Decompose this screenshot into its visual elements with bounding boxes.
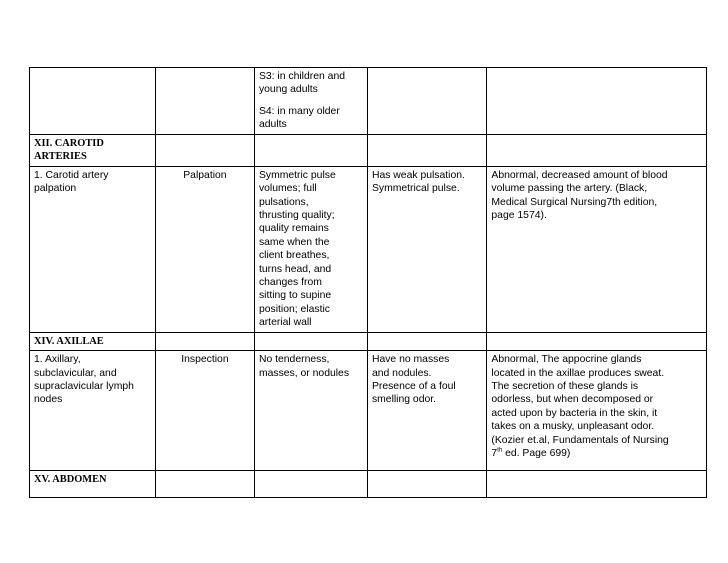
text-line: supraclavicular lymph [34,380,134,392]
text-line: Have no masses [371,354,450,366]
text-line: client breathes, [258,250,330,262]
cell-blank [155,332,254,350]
cell-technique: Inspection [155,351,254,471]
text-line: position; elastic [258,303,330,315]
text-line: subclavicular, and [34,367,117,379]
text-line: Medical Surgical Nursing7th edition, [491,196,658,208]
text-line: The secretion of these glands is [491,380,639,392]
text-line: Abnormal, decreased amount of blood [491,169,668,181]
text-line: Has weak pulsation. [371,169,465,181]
cell-actual-findings [367,351,486,471]
cell-blank [487,471,707,498]
cell-analysis [487,351,707,471]
text-line: located in the axillae produces sweat. [491,367,665,379]
text-line: Abnormal, The appocrine glands [491,354,642,366]
cell-technique: Palpation [155,166,254,332]
text-line: odorless, but when decomposed or [491,394,654,406]
assessment-table [29,67,707,498]
cell-blank [367,332,486,350]
cell-actual-findings [367,68,486,135]
section-title: XII. CAROTID ARTERIES [30,135,156,167]
cell-blank [155,471,254,498]
section-row [30,471,707,498]
cell-blank [487,135,707,167]
section-title: XIV. AXILLAE [30,332,156,350]
cell-procedure [30,351,156,471]
text-line: smelling odor. [371,394,437,406]
text-line: adults [258,119,287,131]
cell-actual-findings [367,166,486,332]
cell-normal-findings [254,351,367,471]
section-row [30,332,707,350]
text-line: young adults [258,84,318,96]
section-title: XV. ABDOMEN [30,471,156,498]
cell-analysis [487,166,707,332]
section-row [30,135,707,167]
text-line: takes on a musky, unpleasant odor. [491,421,655,433]
table-row [30,68,707,135]
cell-blank [254,135,367,167]
cell-analysis [487,68,707,135]
text-line: Symmetrical pulse. [371,183,460,195]
text-line: sitting to supine [258,290,332,302]
cell-blank [254,332,367,350]
table-row [30,351,707,471]
cell-blank [254,471,367,498]
text-line: S4: in many older [258,105,340,117]
ordinal-suffix: th [497,447,503,454]
text-line: palpation [34,183,77,195]
text-line: (Kozier et.al, Fundamentals of Nursing [491,434,669,446]
text-line: and nodules. [371,367,432,379]
text-line: volumes; full [258,183,317,195]
text-line: No tenderness, [258,354,330,366]
cell-blank [367,471,486,498]
cell-normal-findings [254,68,367,135]
cell-procedure [30,68,156,135]
text-line: thrusting quality; [258,210,335,222]
text-line: nodes [34,394,63,406]
text-line: turns head, and [258,263,332,275]
citation-tail: ed. Page 699) [502,447,571,459]
text-line [491,447,702,460]
text-line: acted upon by bacteria in the skin, it [491,407,658,419]
text-line: pulsations, [258,196,309,208]
text-line: 1. Axillary, [34,354,81,366]
text-line: Symmetric pulse [258,169,336,181]
text-line: Presence of a foul [371,380,456,392]
cell-technique [155,68,254,135]
cell-normal-findings [254,166,367,332]
cell-blank [487,332,707,350]
text-line: arterial wall [258,317,312,329]
cell-procedure [30,166,156,332]
text-line: masses, or nodules [258,367,350,379]
cell-blank [155,135,254,167]
table-row [30,166,707,332]
text-line: 1. Carotid artery [34,169,109,181]
edition-number: 7 [491,447,498,459]
text-line: S3: in children and [258,71,346,82]
text-line: quality remains [258,223,329,235]
text-line: volume passing the artery. (Black, [491,183,648,195]
text-line: page 1574). [491,210,547,222]
text-line: same when the [258,236,330,248]
cell-blank [367,135,486,167]
text-line: changes from [258,277,322,289]
